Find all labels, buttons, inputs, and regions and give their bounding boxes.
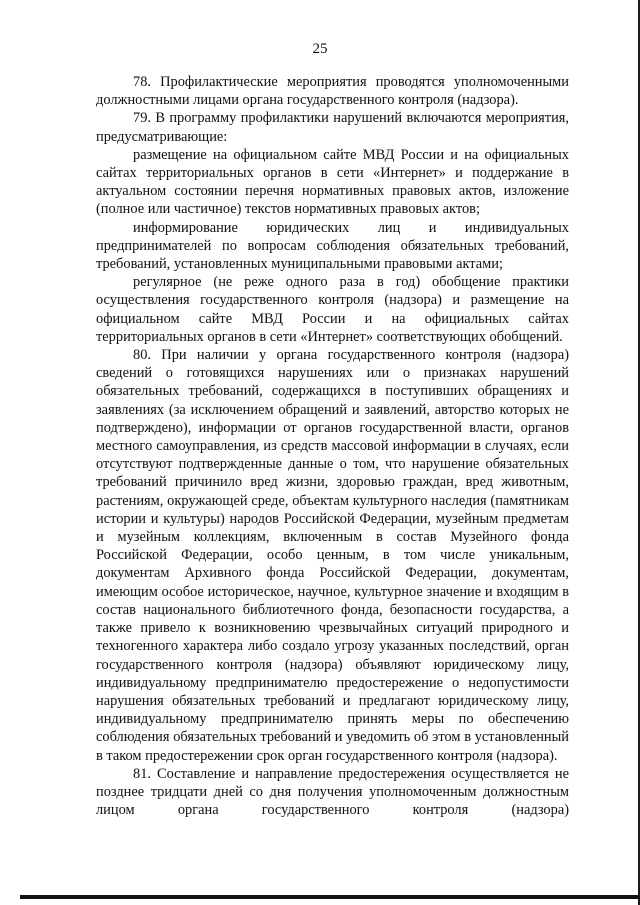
paragraph-80: 80. При наличии у органа государственного контроля (надзора) сведений о готовящихся нарушениях или о признаках нарушений обязательных требований, содержащихся в поступивших обращениях и заявлениях (за исключением обращений и заявлений, авторство которых не подтверждено), информации от органов государственной власти, органов местного самоуправления, из средств массовой информации в случаях, если отсутствуют подтвержденные данные о том, что нарушение обязательных требований причинило вред жизни, здоровью граждан, вред животным, растениям, окружающей среде, объектам культурного наследия (памятникам истории и культуры) народов Российской Федерации, музейным предметам и музейным коллекциям, включенным в состав Музейного фонда Российской Федерации, особо ценным, в том числе уникальным, документам Архивного фонда Российской Федерации, документам, имеющим особое историческое, научное, культурное значение и входящим в состав национального библиотечного фонда, безопасности государства, а также привело к возникновению чрезвычайных ситуаций природного и техногенного характера либо создало угрозу указанных последствий, орган государственного контроля (надзора) объявляют юридическому лицу, индивидуальному предпринимателю предостережение о недопустимости нарушения обязательных требований и предлагают юридическому лицу, индивидуальному предпринимателю принять меры по обеспечению соблюдения обязательных требований и уведомить об этом в установленный в таком предостережении срок орган государственного контроля (надзора).: [96, 347, 569, 764]
paragraph-81: 81. Составление и направление предостережения осуществляется не позднее тридцати дней со дня получения уполномоченным должностным лицом органа государственного контроля (надзора): [96, 765, 569, 819]
list-item-practice-generalization: регулярное (не реже одного раза в год) обобщение практики осуществления государственного контроля (надзора) и размещение на официальном сайте МВД России и на официальных сайтах территориальных органов в сети «Интернет» соответствующих обобщений.: [96, 274, 569, 345]
paragraph-78: 78. Профилактические мероприятия проводятся уполномоченными должностными лицами органа государственного контроля (надзора).: [96, 74, 569, 109]
document-body: [96, 73, 569, 819]
paragraph-79: 79. В программу профилактики нарушений включаются мероприятия, предусматривающие:: [96, 110, 569, 145]
list-item-informing: информирование юридических лиц и индивидуальных предпринимателей по вопросам соблюдения обязательных требований, требований, установленных муниципальными правовыми актами;: [96, 219, 569, 273]
list-item-website-publication: размещение на официальном сайте МВД России и на официальных сайтах территориальных органов в сети «Интернет» и поддержание в актуальном состоянии перечня нормативных правовых актов, изложение (полное или частичное) текстов нормативных правовых актов;: [96, 146, 569, 218]
scan-edge-bottom: [20, 895, 640, 899]
page-number: 25: [312, 41, 328, 57]
